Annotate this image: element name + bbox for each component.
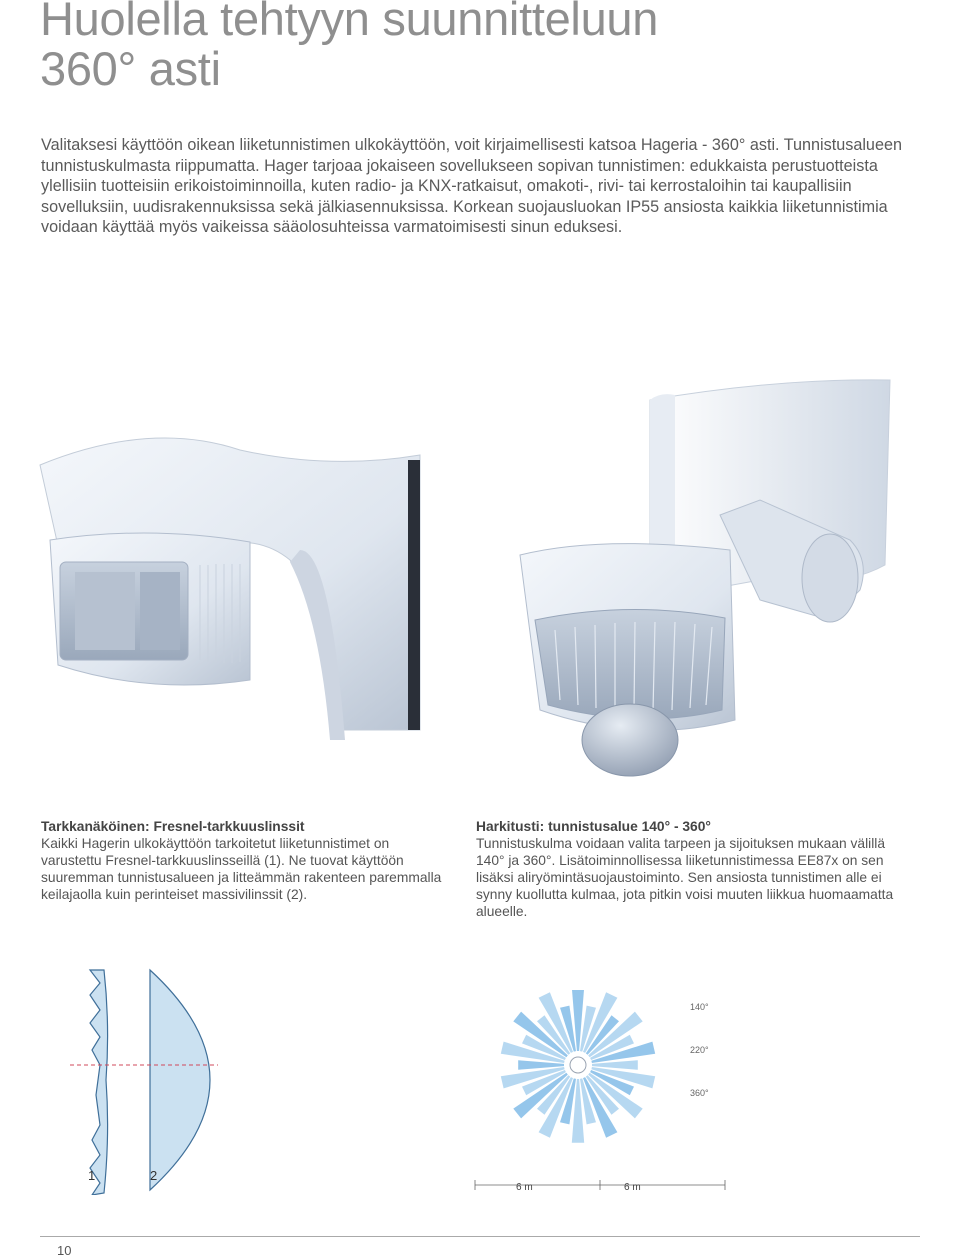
title-line-2: 360° asti [40, 42, 221, 95]
product-photo [0, 300, 960, 800]
lens-label-1: 1 [88, 1168, 96, 1183]
page-title [40, 0, 658, 94]
sensor-right-image [520, 380, 890, 776]
fresnel-section [41, 818, 451, 903]
convex-lens-shape [150, 970, 210, 1190]
lens-label-2: 2 [150, 1168, 158, 1183]
sensor-left-image [40, 438, 420, 740]
angle-label-140: 140° [690, 1002, 709, 1012]
lens-diagram [60, 965, 220, 1195]
distance-label-left: 6 m [516, 1182, 533, 1193]
detection-heading: Harkitusti: tunnistusalue 140° - 360° [476, 819, 711, 834]
intro-paragraph: Valitaksesi käyttöön oikean liiketunnistimen ulkokäyttöön, voit kirjaimellisesti katsoa Hageria - 360° asti. Tunnistusalueen tunnistuskulmasta riippumatta. Hager tarjoaa jokaiseen sovellukseen sopivan tunnistimen: edukkaista perustuotteista ylellisiin tuotteisiin erikoistoiminnoilla, kuten radio- ja KNX-ratkaisut, omakoti-, rivi- tai kerrostaloihin tai kaupallisiin sovelluksiin, uudisrakennuksissa sekä jälkiasennuksissa. Korkean suojausluokan IP55 ansiosta kaikkia liiketunnistimia voidaan käyttää myös vaikeissa sääolosuhteissa varmatoimisesti sinun eduksesi. [41, 136, 902, 236]
detection-body: Tunnistuskulma voidaan valita tarpeen ja sijoituksen mukaan välillä 140° ja 360°. Lisätoiminnollisessa liiketunnistimessa EE87x on sen lisäksi aliryömintäsuojaustoiminto. Sen ansiosta tunnistimen alle ei synny kuollutta kulmaa, jota pitkin voisi muuten liikkua huomaamatta alueelle. [476, 836, 894, 919]
sensor-center-dot [570, 1057, 586, 1073]
footer-rule [40, 1236, 920, 1237]
distance-label-right: 6 m [624, 1182, 641, 1193]
angle-label-360: 360° [690, 1088, 709, 1098]
angle-label-220: 220° [690, 1045, 709, 1055]
page-number: 10 [57, 1243, 72, 1258]
fresnel-heading: Tarkkanäköinen: Fresnel-tarkkuuslinssit [41, 819, 305, 834]
fresnel-lens-shape [90, 970, 108, 1195]
fresnel-body: Kaikki Hagerin ulkokäyttöön tarkoitetut liiketunnistimet on varustettu Fresnel-tarkkuuslinsseillä (1). Ne tuovat käyttöön suuremman tunnistusalueen ja litteämmän rakenteen paremmalla keilajaolla kuin perinteiset massivilinssit (2). [41, 836, 442, 902]
detection-section [476, 818, 906, 920]
title-line-1: Huolella tehtyyn suunnitteluun [40, 0, 659, 45]
